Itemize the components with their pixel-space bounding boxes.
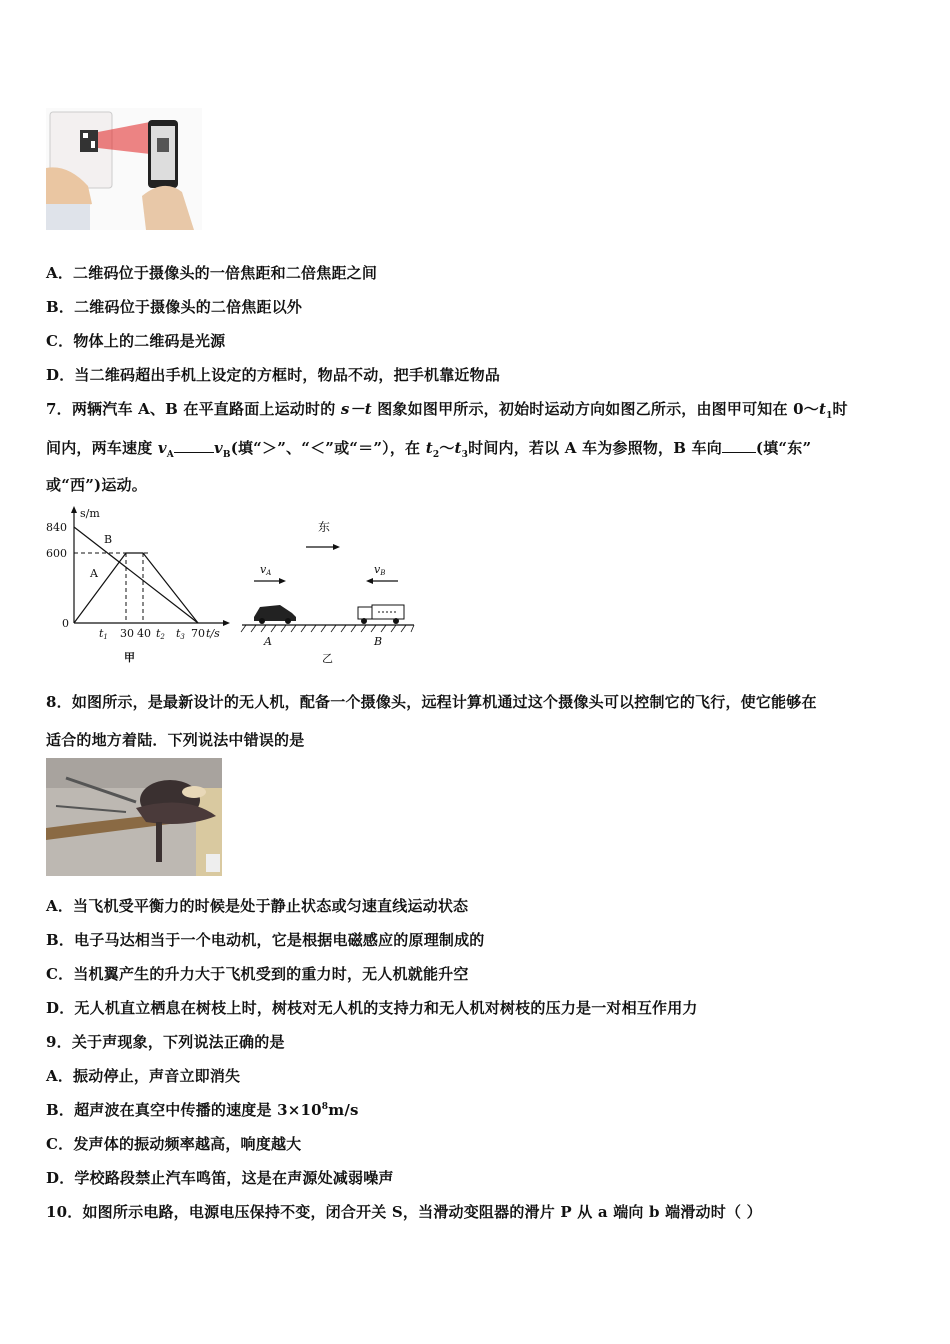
y-tick-0: 0 <box>62 617 69 630</box>
car-b-label: B <box>374 635 383 648</box>
line-a-label: A <box>90 567 98 580</box>
y-tick-600: 600 <box>46 547 67 560</box>
q7-blank-1[interactable] <box>174 438 214 453</box>
q9-option-c: C．发声体的振动频率越高，响度越大 <box>46 1135 302 1153</box>
x-tick-30: 30 <box>120 627 134 640</box>
x-tick-70: 70 <box>191 627 205 640</box>
q6-option-c: C．物体上的二维码是光源 <box>46 332 226 350</box>
x-tick-t3: t3 <box>176 627 185 641</box>
x-tick-t1: t1 <box>99 627 108 641</box>
q8-option-d: D．无人机直立栖息在树枝上时，树枝对无人机的支持力和无人机对树枝的压力是一对相互作用力 <box>46 999 698 1017</box>
drone-photo <box>46 758 222 876</box>
q8-option-a: A．当飞机受平衡力的时候是处于静止状态或匀速直线运动状态 <box>46 897 469 915</box>
q7-stem-line2: 间内，两车速度 $v_A$ $v_B$(填“＞”、“＜”或“＝”），在 $t_2\sim t_3$时间内，若以 A 车为参照物，B 车向 (填“东” <box>46 439 812 460</box>
q8-option-c: C．当机翼产生的升力大于飞机受到的重力时，无人机就能升空 <box>46 965 469 983</box>
car-a-label: A <box>264 635 272 648</box>
q7-blank-2[interactable] <box>722 438 756 453</box>
vb-label: vB <box>374 563 386 577</box>
x-tick-t2: t2 <box>156 627 165 641</box>
q9-option-b: B．超声波在真空中传播的速度是 $3\times 10^8m/s$ <box>46 1101 359 1119</box>
q8-option-b: B．电子马达相当于一个电动机，它是根据电磁感应的原理制成的 <box>46 931 485 949</box>
car-a <box>254 605 296 624</box>
va-label: vA <box>260 563 272 577</box>
y-unit-label: s/m <box>80 507 100 520</box>
q9-option-a: A．振动停止，声音立即消失 <box>46 1067 241 1085</box>
line-a <box>74 553 198 623</box>
q8-stem-line1: 8．如图所示，是最新设计的无人机，配备一个摄像头，远程计算机通过这个摄像头可以控制它的飞行，使它能够在 <box>46 693 817 711</box>
q7-graph-jia <box>46 505 236 667</box>
q9-stem: 9．关于声现象，下列说法正确的是 <box>46 1033 285 1051</box>
q9-option-d: D．学校路段禁止汽车鸣笛，这是在声源处减弱噪声 <box>46 1169 394 1187</box>
q7-stem-line1: 7．两辆汽车 A、B 在平直路面上运动时的 s－t 图象如图甲所示，初始时运动方向如图乙所示，由图甲可知在 $0\sim t_1$时 <box>46 400 848 421</box>
line-b-label: B <box>104 533 113 546</box>
q6-option-a: A．二维码位于摄像头的一倍焦距和二倍焦距之间 <box>46 264 378 282</box>
car-b <box>358 605 404 624</box>
direction-label-east: 东 <box>318 520 331 534</box>
q7-stem-line3: 或“西”)运动。 <box>46 476 147 494</box>
q6-option-b: B．二维码位于摄像头的二倍焦距以外 <box>46 298 303 316</box>
q8-stem-line2: 适合的地方着陆．下列说法中错误的是 <box>46 731 305 749</box>
q6-option-d: D．当二维码超出手机上设定的方框时，物品不动，把手机靠近物品 <box>46 366 501 384</box>
graph-jia-caption: 甲 <box>124 651 135 664</box>
x-tick-40: 40 <box>137 627 151 640</box>
q10-stem: 10．如图所示电路，电源电压保持不变，闭合开关 S，当滑动变阻器的滑片 P 从 a 端向 b 端滑动时（ ） <box>46 1203 762 1221</box>
x-unit-label: t/s <box>206 627 220 640</box>
qr-scan-photo <box>46 108 202 230</box>
graph-yi-caption: 乙 <box>322 652 333 665</box>
y-tick-840: 840 <box>46 521 67 534</box>
q7-graph-yi <box>238 515 418 667</box>
